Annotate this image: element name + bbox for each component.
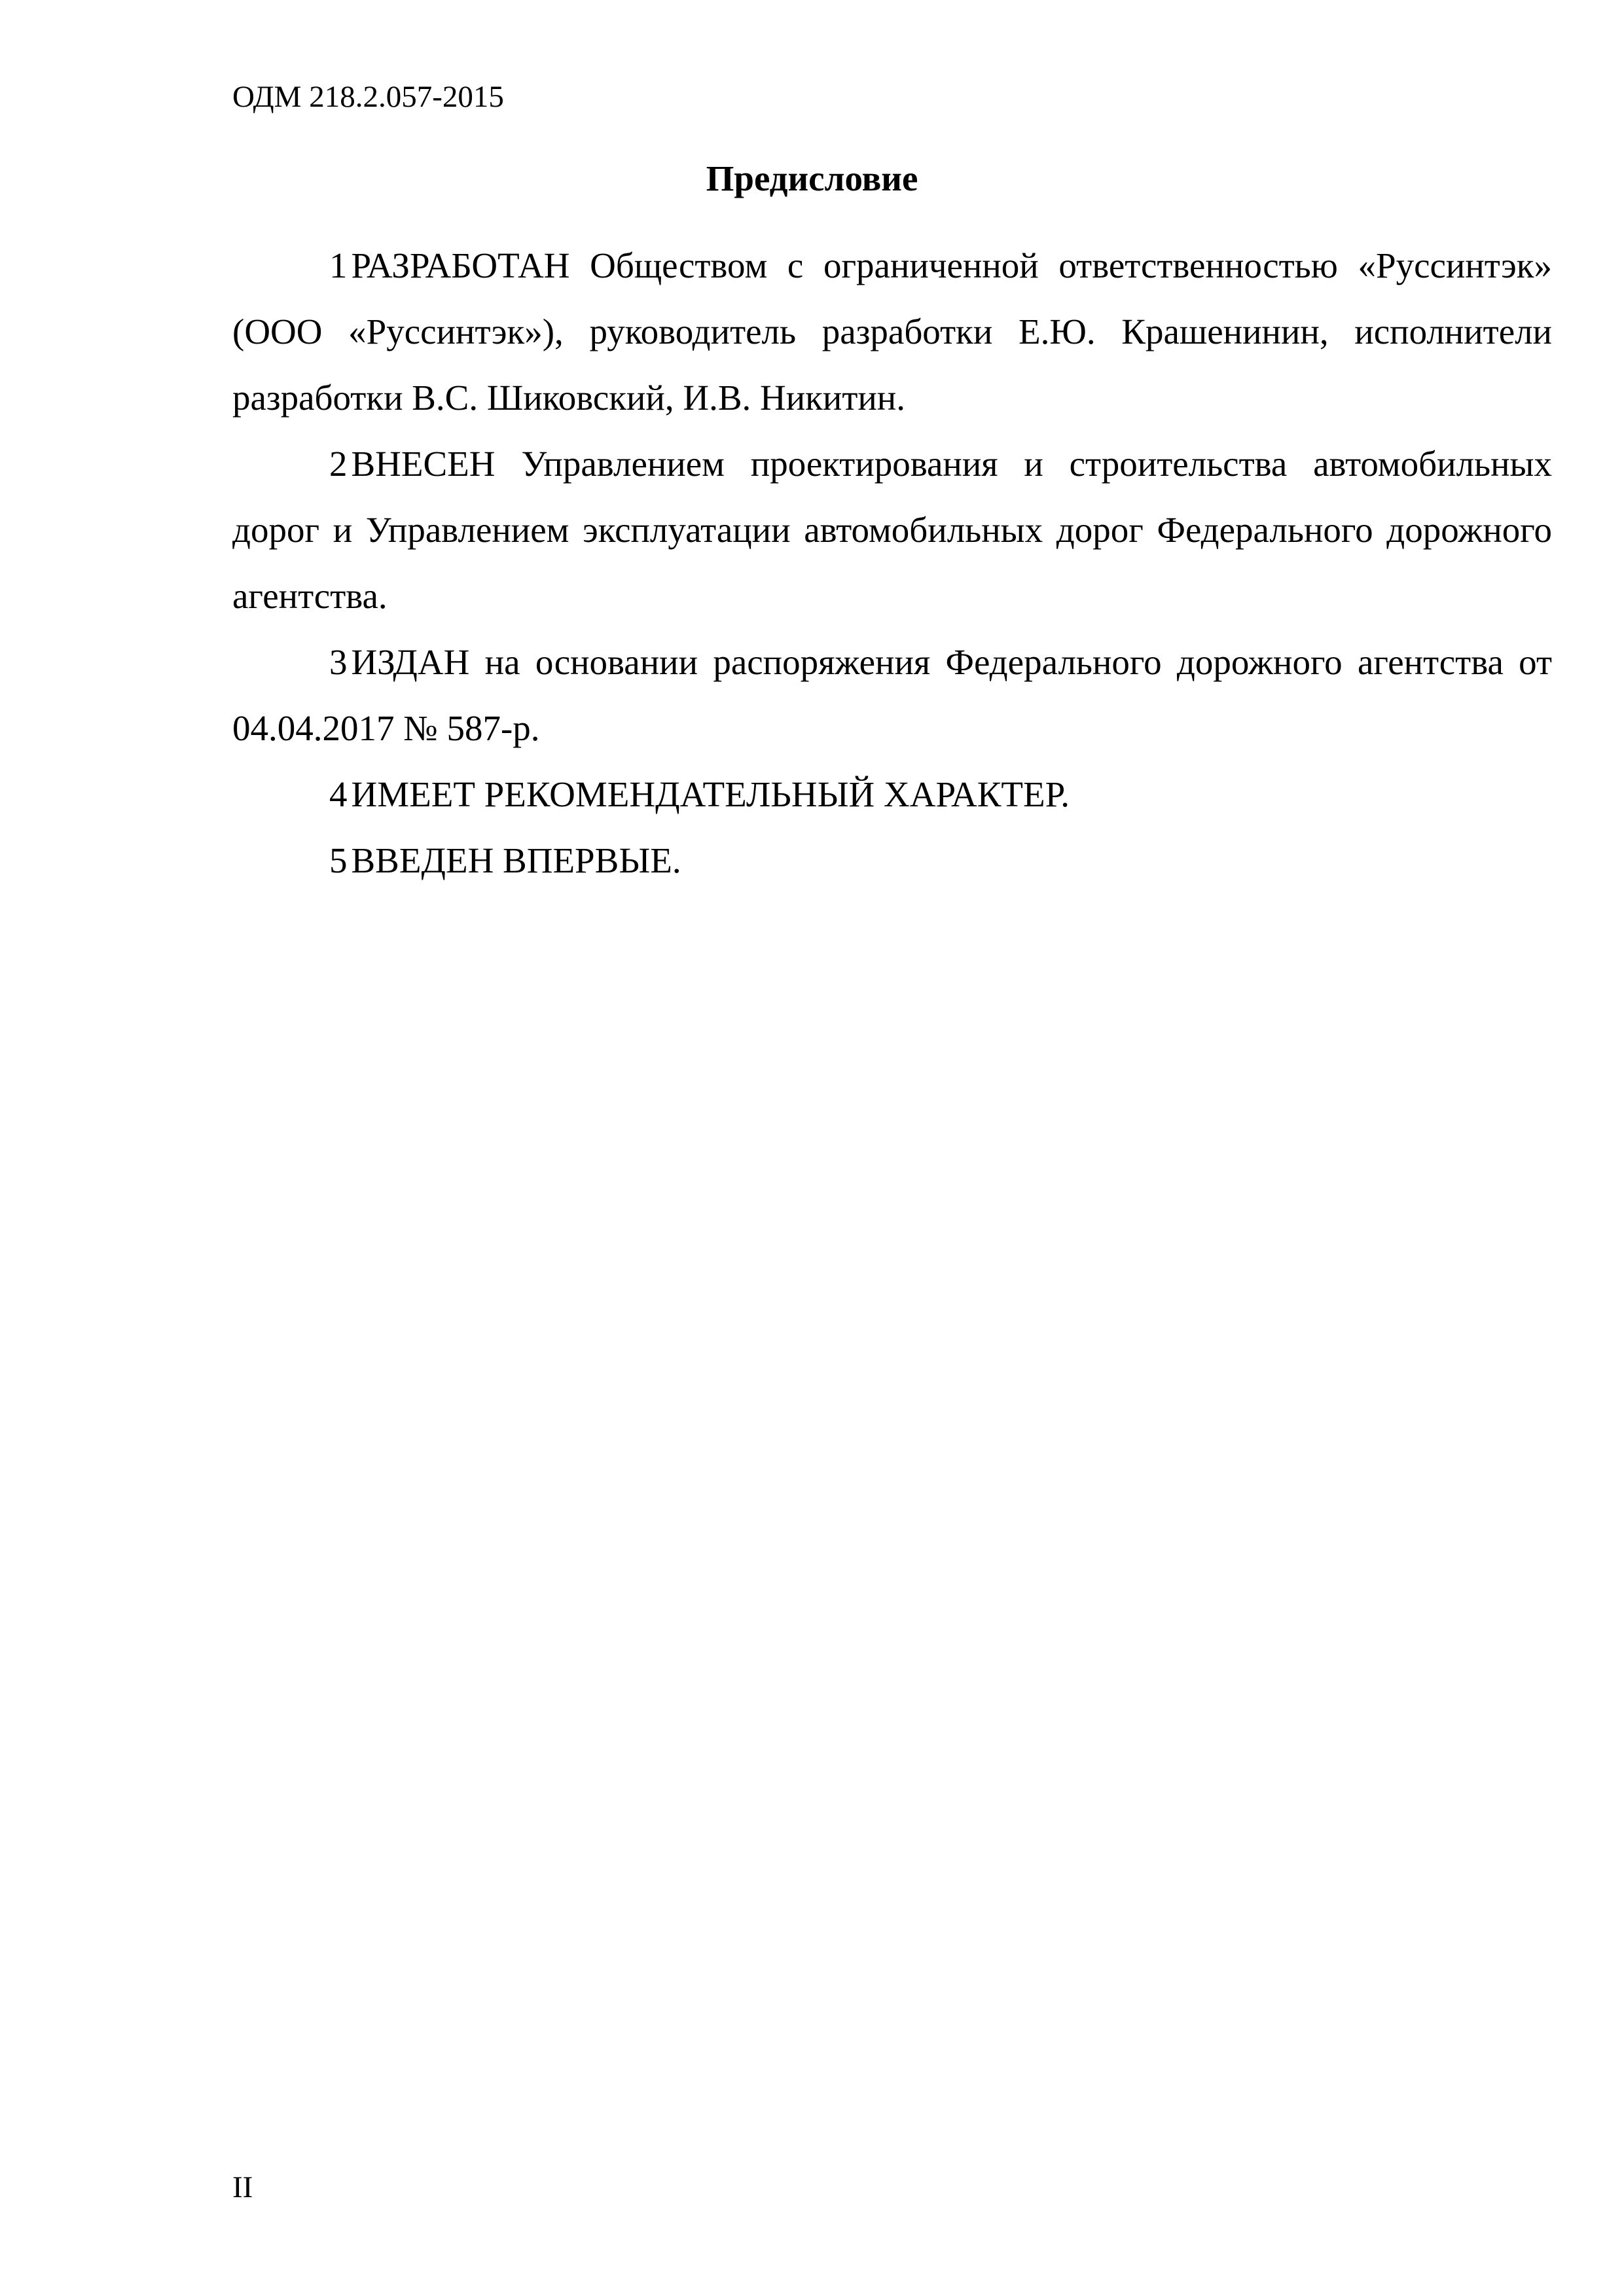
foreword-item-5 [232,827,1552,893]
item-number: 5 [329,840,348,880]
item-number: 1 [329,245,348,285]
item-number: 4 [329,774,348,814]
page-number: II [232,2170,253,2204]
foreword-item-4 [232,761,1552,827]
item-text: ИЗДАН на основании распоряжения Федерального дорожного агентства от 04.04.2017 № 587-р. [232,642,1552,748]
item-text: ВНЕСЕН Управлением проектирования и строительства автомобильных дорог и Управлением эксплуатации автомобильных дорог Федерального дорожного агентства. [232,444,1552,616]
item-text: РАЗРАБОТАН Обществом с ограниченной ответственностью «Руссинтэк» (ООО «Руссинтэк»), руководитель разработки Е.Ю. Крашенинин, исполнители разработки В.С. Шиковский, И.В. Никитин. [232,245,1552,418]
foreword-item-3 [232,629,1552,761]
item-text: ИМЕЕТ РЕКОМЕНДАТЕЛЬНЫЙ ХАРАКТЕР. [351,774,1070,814]
foreword-item-2 [232,431,1552,629]
page-title: Предисловие [706,158,918,198]
document-code: ОДМ 218.2.057-2015 [232,80,504,114]
item-text: ВВЕДЕН ВПЕРВЫЕ. [351,840,681,880]
item-number: 3 [329,642,348,682]
item-number: 2 [329,444,348,484]
foreword-item-1 [232,232,1552,431]
foreword-body [232,232,1552,893]
